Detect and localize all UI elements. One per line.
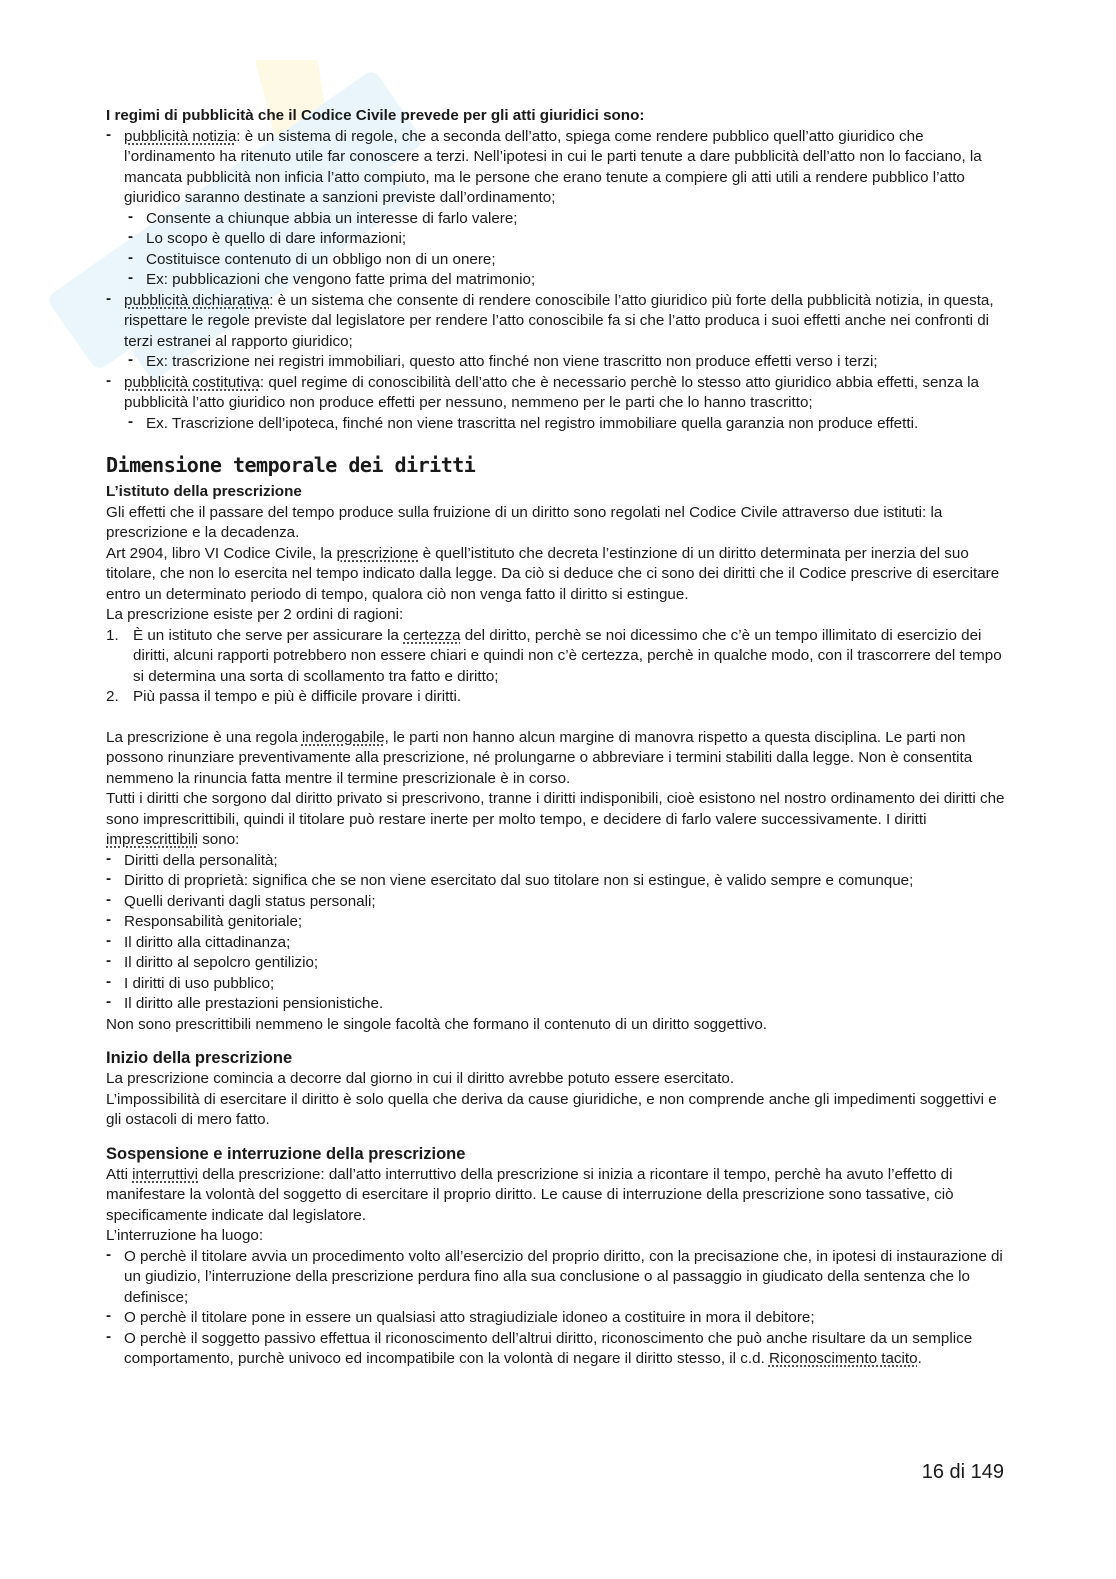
list-item: ‐ Costituisce contenuto di un obbligo non di un onere; xyxy=(106,250,1006,271)
interruzione-list xyxy=(106,1247,1006,1370)
list-number: 1. xyxy=(106,626,119,644)
paragraph: L’interruzione ha luogo: xyxy=(106,1227,264,1244)
term-interruttivi: interruttivi xyxy=(132,1165,199,1183)
list-item xyxy=(106,291,1006,373)
text: Atti xyxy=(106,1165,133,1183)
sospensione-heading: Sospensione e interruzione della prescrizione xyxy=(106,1144,466,1163)
page-number: 16 di 149 xyxy=(921,1461,1004,1483)
list-item: ‐ Il diritto alla cittadinanza; xyxy=(106,933,1006,954)
paragraph: La prescrizione esiste per 2 ordini di ragioni: xyxy=(106,606,404,623)
term-prescrizione: prescrizione xyxy=(336,544,419,562)
list-item: ‐ Diritti della personalità; xyxy=(106,851,1006,872)
item-text: : è un sistema di regole, che a seconda dell’atto, spiega come rendere pubblico quell’atto giuridico che l’ordinamento ha ritenuto utile far conoscere a terzi. Nell’ipotesi in cui le parti tenute a dare pubblicità dell’atto non lo facciano, la mancata pubblicità non inficia l’atto compiuto, ma le persone che erano tenute a compiere gli atti utili a rendere pubblico l’atto giuridico saranno destinate a sanzioni previste dall’ordinamento; xyxy=(124,127,982,206)
sub-list xyxy=(106,209,1006,291)
item-text: : quel regime di conoscibilità dell’atto che è necessario perchè lo stesso atto giuridico abbia effetti, senza la pubblicità l’atto giuridico non produce effetti per nessuno, nemmeno per le parti che lo hanno trascritto; xyxy=(124,373,979,411)
text: . xyxy=(917,1350,922,1367)
text: Più passa il tempo e più è difficile provare i diritti. xyxy=(133,688,462,705)
list-item: ‐ O perchè il titolare pone in essere un qualsiasi atto stragiudiziale idoneo a costituire in mora il debitore; xyxy=(106,1308,1006,1329)
document-page xyxy=(106,106,1006,1370)
paragraph xyxy=(106,789,1006,851)
list-item: ‐ Ex. Trascrizione dell’ipoteca, finché non viene trascritta nel registro immobiliare quella garanzia non produce effetti. xyxy=(106,414,1006,435)
list-item: ‐ O perchè il titolare avvia un procedimento volto all’esercizio del proprio diritto, con la precisazione che, in ipotesi di instaurazione di un giudizio, l’interruzione della prescrizione perdura fino alla sua conclusione o al passaggio in giudicato della sentenza che lo definisce; xyxy=(106,1247,1006,1309)
section-title: Dimensione temporale dei diritti xyxy=(106,453,476,477)
text: della prescrizione: dall’atto interruttivo della prescrizione si inizia a ricontare il tempo, perchè ha avuto l’effetto di manifestare la volontà del soggetto di esercitare il proprio diritto. Le cause di interruzione della prescrizione sono tassative, ciò specificamente indicate dal legislatore. xyxy=(106,1165,954,1224)
list-item xyxy=(106,127,1006,291)
sub-list xyxy=(106,414,1006,435)
term-pubblicita-costitutiva: pubblicità costitutiva xyxy=(124,373,260,391)
list-item xyxy=(106,687,1006,708)
list-item: ‐ Consente a chiunque abbia un interesse di farlo valere; xyxy=(106,209,1006,230)
text: È un istituto che serve per assicurare la xyxy=(133,626,404,644)
paragraph: L’impossibilità di esercitare il diritto è solo quella che deriva da cause giuridiche, e non comprende anche gli impedimenti soggettivi e gli ostacoli di mero fatto. xyxy=(106,1090,997,1128)
sub-list xyxy=(106,352,1006,373)
paragraph xyxy=(106,728,1006,790)
text: del diritto, perchè se noi dicessimo che c’è un tempo illimitato di esercizio dei diritti, alcuni rapporti potrebbero non essere chiari e quindi non c’è certezza, perchè in qualche modo, con il trascorrere del tempo si determina una sorta di scollamento tra fatto e diritto; xyxy=(133,626,1002,685)
list-item: ‐ Il diritto al sepolcro gentilizio; xyxy=(106,953,1006,974)
imprescrittibili-list xyxy=(106,851,1006,1015)
list-item: ‐ Quelli derivanti dagli status personali; xyxy=(106,892,1006,913)
text: Art 2904, libro VI Codice Civile, la xyxy=(106,544,337,562)
list-number: 2. xyxy=(106,688,119,705)
list-item: ‐ Responsabilità genitoriale; xyxy=(106,912,1006,933)
list-item xyxy=(106,626,1006,688)
list-item: ‐ I diritti di uso pubblico; xyxy=(106,974,1006,995)
list-item: ‐ Ex: pubblicazioni che vengono fatte prima del matrimonio; xyxy=(106,270,1006,291)
list-item: ‐ Lo scopo è quello di dare informazioni; xyxy=(106,229,1006,250)
text: La prescrizione è una regola xyxy=(106,728,302,746)
term-inderogabile: inderogabile xyxy=(301,728,385,746)
list-item: ‐ Ex: trascrizione nei registri immobiliari, questo atto finché non viene trascritto non produce effetti verso i terzi; xyxy=(106,352,1006,373)
inizio-heading: Inizio della prescrizione xyxy=(106,1049,293,1067)
text: O perchè il soggetto passivo effettua il riconoscimento dell’altrui diritto, riconoscimento che può anche risultare da un semplice comportamento, purchè univoco ed incompatibile con la volontà di negare il diritto stesso, il c.d. xyxy=(124,1329,973,1367)
list-item: ‐ Il diritto alle prestazioni pensionistiche. xyxy=(106,994,1006,1015)
publicity-list xyxy=(106,127,1006,435)
intro-heading: I regimi di pubblicità che il Codice Civile prevede per gli atti giuridici sono: xyxy=(106,107,645,124)
prescrizione-heading: L’istituto della prescrizione xyxy=(106,483,302,500)
term-pubblicita-notizia: pubblicità notizia xyxy=(124,127,237,145)
term-pubblicita-dichiarativa: pubblicità dichiarativa xyxy=(124,291,270,309)
paragraph: Gli effetti che il passare del tempo produce sulla fruizione di un diritto sono regolati nel Codice Civile attraverso due istituti: la prescrizione e la decadenza. xyxy=(106,503,943,541)
reasons-list xyxy=(106,626,1006,708)
list-item xyxy=(106,373,1006,435)
paragraph: Non sono prescrittibili nemmeno le singole facoltà che formano il contenuto di un diritto soggettivo. xyxy=(106,1015,768,1033)
text: , le parti non hanno alcun margine di manovra rispetto a questa disciplina. Le parti non possono rinunziare preventivamente alla prescrizione, né prolungarne o abbreviare i termini stabiliti dalla legge. Non è consentita nemmeno la rinuncia fatta mentre il termine prescrizionale è in corso. xyxy=(106,728,973,787)
paragraph: La prescrizione comincia a decorre dal giorno in cui il diritto avrebbe potuto essere esercitato. xyxy=(106,1070,735,1087)
item-text: : è un sistema che consente di rendere conoscibile l’atto giuridico più forte della pubblicità notizia, in questa, rispettare le regole previste dal legislatore per rendere l’atto conoscibile fa si che l’atto produca i suoi effetti anche nei confronti di terzi estranei al rapporto giuridico; xyxy=(124,291,994,350)
term-riconoscimento-tacito: Riconoscimento tacito xyxy=(768,1350,918,1367)
list-item: ‐ Diritto di proprietà: significa che se non viene esercitato dal suo titolare non si estingue, è valido sempre e comunque; xyxy=(106,871,1006,892)
paragraph xyxy=(106,544,1006,606)
text: è quell’istituto che decreta l’estinzione di un diritto determinata per inerzia del suo titolare, che non lo esercita nel tempo indicato dalla legge. Da ciò si deduce che ci sono dei diritti che il Codice prescrive di esercitare entro un determinato periodo di tempo, qualora ciò non venga fatto il diritto si estingue. xyxy=(106,544,1000,603)
term-imprescrittibili: imprescrittibili xyxy=(106,831,198,848)
list-item xyxy=(106,1329,1006,1370)
text: Tutti i diritti che sorgono dal diritto privato si prescrivono, tranne i diritti indisponibili, cioè esistono nel nostro ordinamento dei diritti che sono imprescrittibili, quindi il titolare può restare inerte per molto tempo, e decidere di farlo valere successivamente. I diritti xyxy=(106,790,1005,828)
paragraph xyxy=(106,1165,1006,1227)
text: sono: xyxy=(197,831,240,848)
term-certezza: certezza xyxy=(403,626,461,644)
